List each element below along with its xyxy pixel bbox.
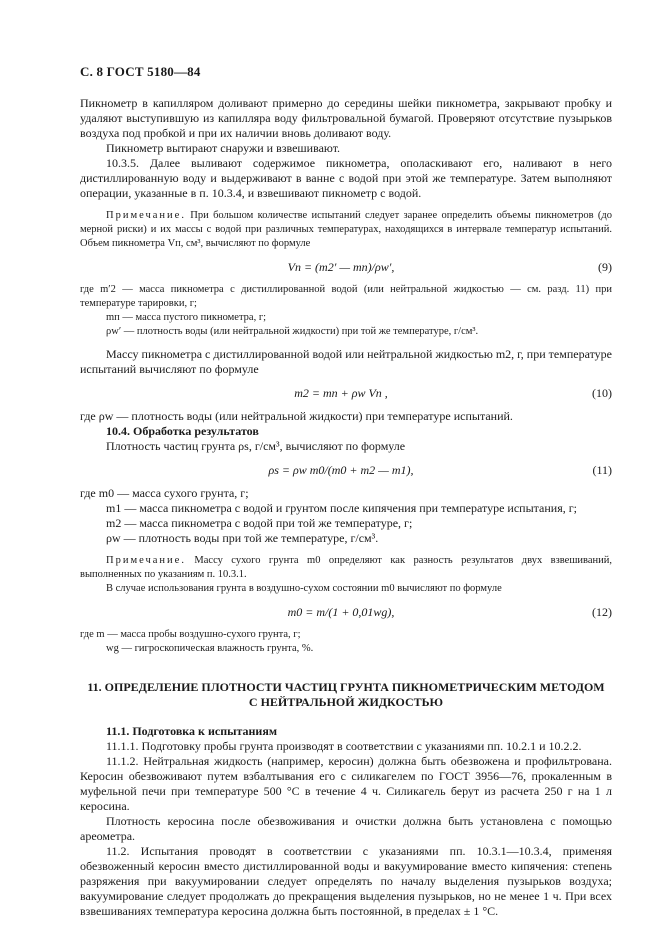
formula-10	[80, 381, 612, 405]
paragraph: Пикнометр вытирают снаружи и взвешивают.	[106, 141, 341, 155]
formula-expression: m2 = mп + ρw Vп ,	[294, 385, 388, 400]
note-label: Примечание.	[106, 555, 186, 566]
formula-11	[80, 458, 612, 482]
formula-expression: m0 = m/(1 + 0,01wg),	[287, 604, 395, 619]
where-line: ρw — плотность воды при той же температуре, г/см³.	[106, 531, 379, 545]
where-line: mп — масса пустого пикнометра, г;	[106, 312, 267, 323]
where-line: m1 — масса пикнометра с водой и грунтом после кипячения при температуре испытания, г;	[106, 501, 577, 515]
note-1	[80, 209, 612, 251]
note-2	[80, 554, 612, 582]
formula-12	[80, 600, 612, 624]
where-line: ρw′ — плотность воды (или нейтральной жидкости) при той же температуре, г/см³.	[106, 326, 479, 337]
paragraph: 11.1.2. Нейтральная жидкость (например, керосин) должна быть обезвожена и профильтрована. Керосин обезвоживают путем взбалтывания его с силикагелем по ГОСТ 3956—76, прокаленным в муфельной печи при температуре 500 °С в течение 4 ч. Силикагель берут из расчета 250 г на 1 л керосина.	[80, 754, 612, 813]
note-text: Массу сухого грунта m0 определяют как разность результатов двух взвешиваний, выполненных по указаниям п. 10.3.1.	[80, 555, 612, 580]
page-header: С. 8 ГОСТ 5180—84	[80, 64, 201, 79]
formula-number: (10)	[592, 385, 612, 400]
formula-expression: Vп = (m2′ — mп)/ρw′,	[287, 259, 395, 274]
subsection-title: 11.1. Подготовка к испытаниям	[106, 724, 278, 738]
where-line: wg — гигроскопическая влажность грунта, %.	[106, 643, 314, 654]
section-11-title	[80, 680, 612, 710]
subsection-title: 10.4. Обработка результатов	[106, 424, 259, 438]
formula-9	[80, 255, 612, 279]
formula-number: (12)	[592, 604, 612, 619]
where-line: где m0 — масса сухого грунта, г;	[80, 486, 249, 500]
paragraph: 10.3.5. Далее выливают содержимое пикнометра, ополаскивают его, наливают в него дистиллированную воду и выдерживают в ванне с водой при этой же температуре. Затем выполняют операции, указанные в п. 10.3.4, и взвешивают пикнометр с водой.	[80, 156, 612, 200]
section-title-line: 11. ОПРЕДЕЛЕНИЕ ПЛОТНОСТИ ЧАСТИЦ ГРУНТА ПИКНОМЕТРИЧЕСКИМ МЕТОДОМ	[87, 680, 605, 694]
where-line: где m′2 — масса пикнометра с дистиллированной водой (или нейтральной жидкостью — см. разд. 11) при температуре тарировки, г;	[80, 284, 612, 309]
where-line: где m — масса пробы воздушно-сухого грунта, г;	[80, 629, 301, 640]
paragraph: 11.1.1. Подготовку пробы грунта производят в соответствии с указаниями пп. 10.2.1 и 10.2.2.	[106, 739, 582, 753]
paragraph: Массу пикнометра с дистиллированной водой или нейтральной жидкостью m2, г, при температуре испытаний вычисляют по формуле	[80, 347, 612, 376]
formula-number: (11)	[592, 462, 612, 477]
paragraph: Пикнометр в капилляром доливают примерно до середины шейки пикнометра, закрывают пробку и удаляют выступившую из капилляра воду фильтровальной бумагой. Проверяют отсутствие пузырьков воздуха под пробкой и при их наличии вновь доливают воду.	[80, 96, 612, 140]
where-line: где ρw — плотность воды (или нейтральной жидкости) при температуре испытаний.	[80, 409, 513, 423]
paragraph: Плотность частиц грунта ρs, г/см³, вычисляют по формуле	[106, 439, 406, 453]
formula-number: (9)	[598, 259, 612, 274]
note-text: При большом количестве испытаний следует заранее определить объемы пикнометров (до мерной риски) и их массы с водой при различных температурах, находящихся в интервале температур испытаний. Объем пикнометра Vп, см³, вычисляют по формуле	[80, 210, 612, 249]
formula-expression: ρs = ρw m0/(m0 + m2 — m1),	[268, 462, 414, 477]
where-line: m2 — масса пикнометра с водой при той же температуре, г;	[106, 516, 413, 530]
note-text: В случае использования грунта в воздушно-сухом состоянии m0 вычисляют по формуле	[106, 583, 502, 594]
note-label: Примечание.	[106, 210, 186, 221]
paragraph: Плотность керосина после обезвоживания и очистки должна быть установлена с помощью ареометра.	[80, 814, 612, 843]
paragraph: 11.2. Испытания проводят в соответствии с указаниями пп. 10.3.1—10.3.4, применяя обезвоженный керосин вместо дистиллированной воды и вакуумирование вместо кипячения: степень разряжения при вакуумировании следует определять по началу выделения пузырьков воздуха; вакуумирование следует продолжать до прекращения выделения пузырьков, но не менее 1 ч. При всех взвешиваниях температура керосина должна быть постоянной, в пределах ± 1 °С.	[80, 844, 612, 918]
page-body	[80, 96, 612, 919]
section-title-line: С НЕЙТРАЛЬНОЙ ЖИДКОСТЬЮ	[248, 695, 444, 709]
